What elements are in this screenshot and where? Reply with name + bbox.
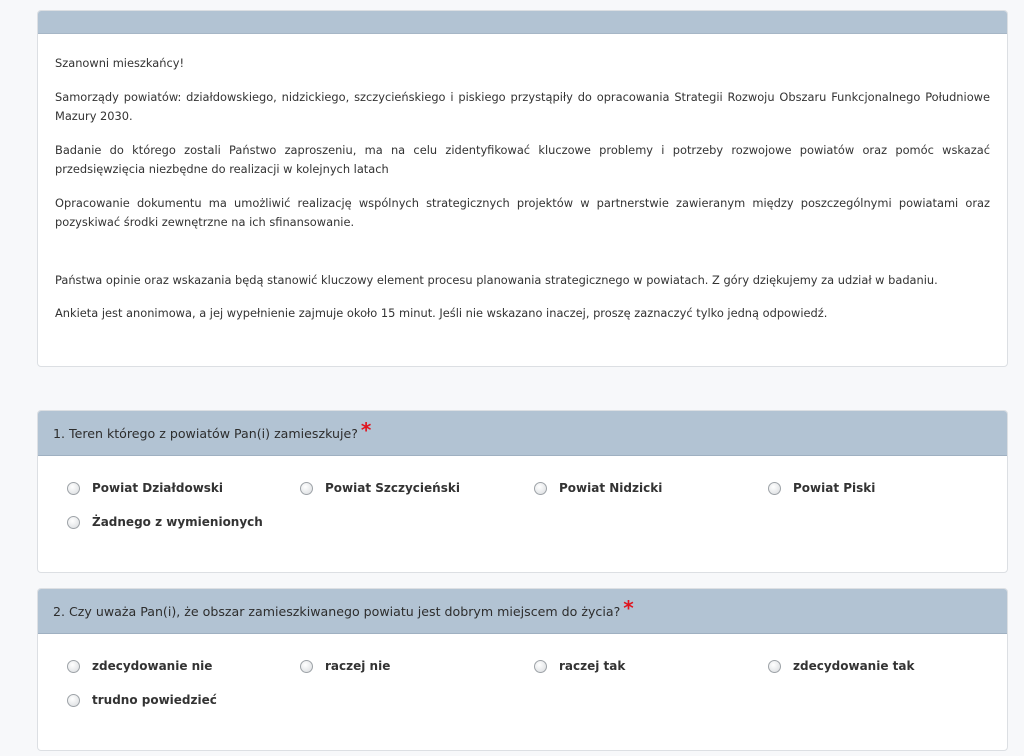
option-label: Powiat Szczycieński bbox=[325, 481, 460, 495]
option-label: zdecydowanie nie bbox=[92, 659, 213, 673]
radio-button[interactable] bbox=[67, 516, 80, 529]
question-1-title: 1. Teren którego z powiatów Pan(i) zamieszkuje? bbox=[53, 425, 358, 441]
option-label: Powiat Nidzicki bbox=[559, 481, 663, 495]
intro-paragraph-4: Państwa opinie oraz wskazania będą stanowić kluczowy element procesu planowania strategicznego w powiatach. Z góry dziękujemy za udział w badaniu. bbox=[55, 272, 938, 287]
radio-button[interactable] bbox=[534, 482, 547, 495]
option-label: Żadnego z wymienionych bbox=[92, 515, 263, 529]
question-1-panel bbox=[37, 410, 1008, 573]
option-label: zdecydowanie tak bbox=[793, 659, 915, 673]
radio-button[interactable] bbox=[768, 660, 781, 673]
option-label: raczej tak bbox=[559, 659, 626, 673]
radio-button[interactable] bbox=[768, 482, 781, 495]
intro-paragraph-1: Samorządy powiatów: działdowskiego, nidzickiego, szczycieńskiego i piskiego przystąpiły do opracowania Strategii Rozwoju Obszaru Funkcjonalnego Południowe Mazury 2030. bbox=[55, 89, 990, 123]
option-label: Powiat Piski bbox=[793, 481, 876, 495]
option-powiat-nidzicki[interactable] bbox=[534, 481, 662, 495]
radio-button[interactable] bbox=[534, 660, 547, 673]
radio-button[interactable] bbox=[300, 660, 313, 673]
option-label: trudno powiedzieć bbox=[92, 693, 217, 707]
required-asterisk: * bbox=[360, 418, 372, 442]
option-label: Powiat Działdowski bbox=[92, 481, 224, 495]
option-zadnego[interactable] bbox=[67, 515, 263, 529]
option-powiat-szczycienski[interactable] bbox=[300, 481, 460, 495]
question-2-options bbox=[38, 634, 1007, 744]
intro-panel bbox=[37, 10, 1008, 367]
intro-text bbox=[38, 34, 1007, 324]
question-2-panel bbox=[37, 588, 1008, 751]
radio-button[interactable] bbox=[67, 694, 80, 707]
intro-paragraph-2: Badanie do którego zostali Państwo zaproszeniu, ma na celu zidentyfikować kluczowe problemy i potrzeby rozwojowe powiatów oraz pomóc wskazać przedsięwzięcia niezbędne do realizacji w kolejnych latach bbox=[55, 142, 990, 176]
intro-paragraph-3: Opracowanie dokumentu ma umożliwić realizację wspólnych strategicznych projektów w partnerstwie zawieranym między poszczególnymi powiatami oraz pozyskiwać środki zewnętrzne na ich sfinansowanie. bbox=[55, 195, 990, 229]
option-trudno-powiedziec[interactable] bbox=[67, 693, 217, 707]
question-2-title: 2. Czy uważa Pan(i), że obszar zamieszkiwanego powiatu jest dobrym miejscem do życia? bbox=[53, 603, 621, 619]
question-1-header bbox=[38, 411, 1007, 456]
intro-paragraph-5: Ankieta jest anonimowa, a jej wypełnienie zajmuje około 15 minut. Jeśli nie wskazano inaczej, proszę zaznaczyć tylko jedną odpowiedź. bbox=[55, 306, 828, 320]
option-zdecydowanie-nie[interactable] bbox=[67, 659, 212, 673]
option-raczej-nie[interactable] bbox=[300, 659, 390, 673]
intro-header-bar bbox=[38, 11, 1007, 34]
option-label: raczej nie bbox=[325, 659, 391, 673]
option-powiat-piski[interactable] bbox=[768, 481, 875, 495]
intro-greeting: Szanowni mieszkańcy! bbox=[55, 56, 185, 70]
question-2-header bbox=[38, 589, 1007, 634]
radio-button[interactable] bbox=[67, 482, 80, 495]
option-zdecydowanie-tak[interactable] bbox=[768, 659, 914, 673]
option-raczej-tak[interactable] bbox=[534, 659, 625, 673]
radio-button[interactable] bbox=[67, 660, 80, 673]
radio-button[interactable] bbox=[300, 482, 313, 495]
required-asterisk: * bbox=[623, 596, 634, 620]
question-1-options bbox=[38, 456, 1007, 566]
option-powiat-dzialdowski[interactable] bbox=[67, 481, 223, 495]
